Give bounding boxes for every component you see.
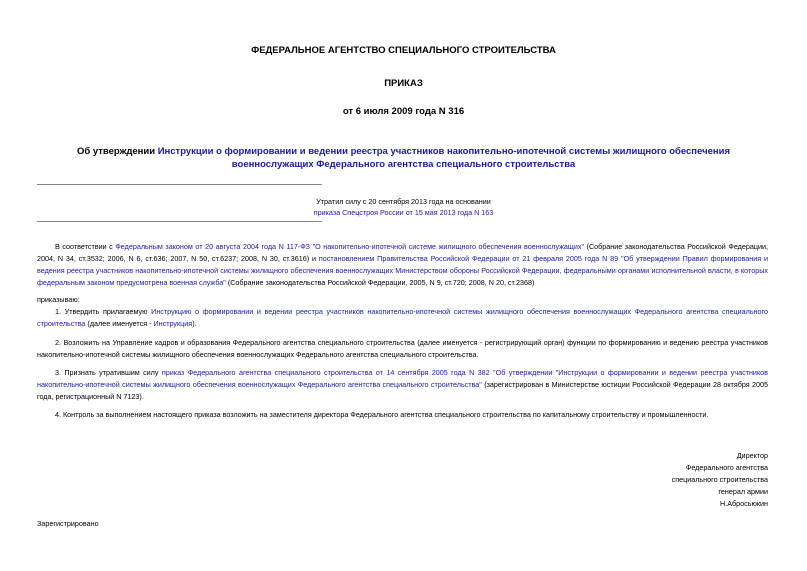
item-2-text: 2. Возложить на Управление кадров и образования Федерального агентства специального строительства (далее именуется - регистрирующий орган) функции по формированию и ведению реестра участников накопительно-ипотечной системы жилищного обеспечения военнослужащих Федерального агентства специального строительства. [37, 338, 768, 359]
signature-line-5: Н.Абросьюкин [720, 499, 768, 508]
item-3 [37, 367, 768, 403]
item-4-text: 4. Контроль за выполнением настоящего приказа возложить на заместителя директора Федерального агентства специального строительства по капитальному строительству и промышленности. [55, 410, 709, 419]
item-3-text-2: (зарегистрирован в Министерстве юстиции Российской Федерации 28 октября 2005 года, регистрационный N 7123). [37, 380, 768, 401]
document-type: ПРИКАЗ [384, 78, 423, 89]
government-decree-link[interactable]: постановлением Правительства Российской Федерации от 21 февраля 2005 года N 89 "Об утверждении Правил формирования и ведения реестра участников накопительно-ипотечной системы жилищного обеспечения военнослужащих Министерством обороны Российской Федерации, федеральными органами исполнительной власти, в которых федеральным законом предусмотрена военная служба" [37, 254, 768, 287]
repealed-order-link[interactable]: приказ Федерального агентства специального строительства от 14 сентября 2005 года N 382 "Об утверждении "Инструкции о формировании и ведении реестра участников накопительно-ипотечной системы жилищного обеспечения военнослужащих Федерального агентства специального строительства" [37, 368, 768, 389]
item-1-text-3: ). [192, 319, 197, 328]
document-title [60, 145, 747, 171]
status-note-link[interactable]: приказа Спецстроя России от 15 мая 2013 года N 163 [313, 208, 494, 217]
title-prefix: Об утверждении [76, 146, 158, 157]
preamble [37, 241, 768, 289]
item-2 [37, 337, 768, 361]
instruction-short-link[interactable]: Инструкция [153, 319, 193, 328]
federal-law-link[interactable]: Федеральным законом от 20 августа 2004 года N 117-ФЗ "О накопительно-ипотечной системе жилищного обеспечения военнослужащих" [115, 242, 584, 251]
item-1-text-1: 1. Утвердить прилагаемую [55, 307, 152, 316]
status-note [210, 196, 597, 218]
registered-label: Зарегистрировано [37, 519, 99, 528]
status-note-text: Утратил силу с 20 сентября 2013 года на основании [316, 197, 491, 206]
signature-block [568, 450, 768, 510]
agency-heading: ФЕДЕРАЛЬНОЕ АГЕНТСТВО СПЕЦИАЛЬНОГО СТРОИТЕЛЬСТВА [251, 45, 556, 56]
signature-line-3: специального строительства [671, 475, 768, 484]
signature-line-1: Директор [736, 451, 768, 460]
title-link[interactable]: Инструкции о формировании и ведении реестра участников накопительно-ипотечной системы жилищного обеспечения военнослужащих Федерального агентства специального строительства [157, 146, 731, 170]
item-1-text-2: (далее именуется - [85, 319, 154, 328]
item-3-text-1: 3. Признать утратившим силу [55, 368, 162, 377]
preamble-text-3: (Собрание законодательства Российской Федерации, 2005, N 9, ст.720; 2008, N 20, ст.2368) [225, 278, 535, 287]
signature-line-4: генерал армии [718, 487, 768, 496]
item-4 [37, 409, 768, 421]
divider-top [37, 184, 322, 185]
preamble-text-2: (Собрание законодательства Российской Федерации, 2004, N 34, ст.3532; 2006, N 6, ст.636; 2007, N 50, ст.6237; 2008, N 30, ст.3616) и [37, 242, 768, 263]
instruction-link[interactable]: Инструкцию о формировании и ведении реестра участников накопительно-ипотечной системы жилищного обеспечения военнослужащих Федерального агентства специального строительства [37, 307, 768, 328]
signature-line-2: Федерального агентства [685, 463, 768, 472]
order-word: приказываю: [37, 295, 80, 304]
divider-bottom [37, 221, 322, 222]
date-number: от 6 июля 2009 года N 316 [342, 106, 465, 117]
item-1 [37, 306, 768, 330]
preamble-text-1: В соответствии с [55, 242, 116, 251]
